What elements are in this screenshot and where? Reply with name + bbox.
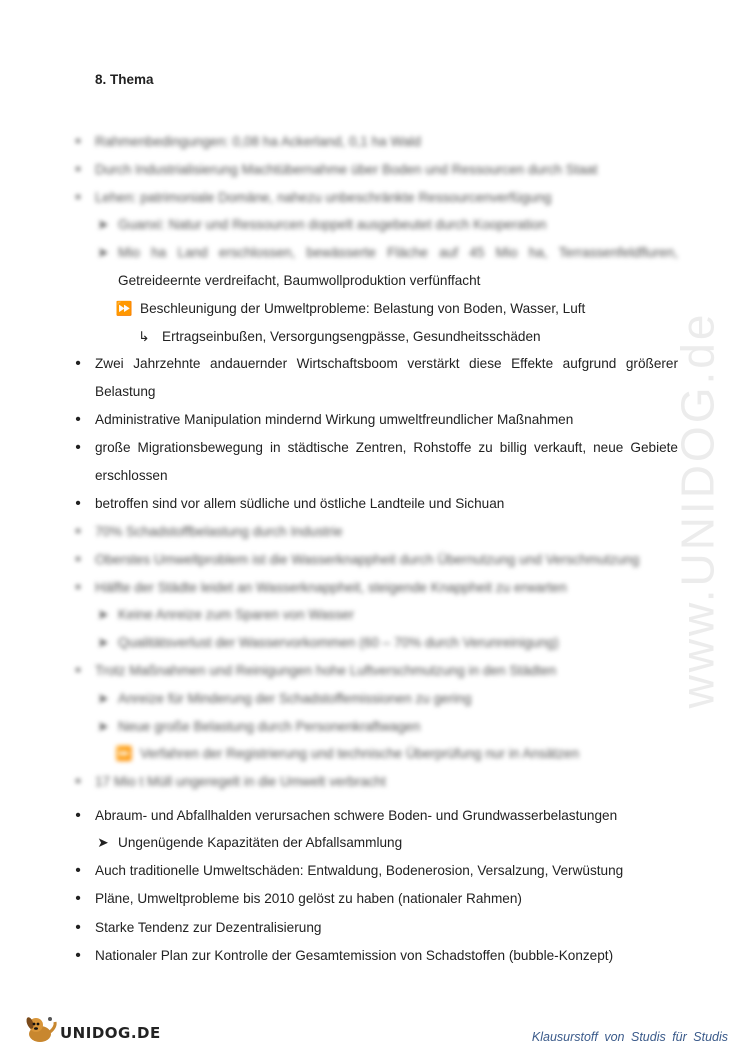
list-item: [0, 889, 750, 909]
bullet-marker: •: [75, 133, 81, 150]
list-item: [0, 160, 750, 180]
bullet-marker: •: [75, 189, 81, 206]
bullet-marker: ➤: [97, 691, 109, 706]
list-item: [0, 833, 750, 853]
list-item: [0, 689, 750, 709]
list-item: [0, 382, 750, 402]
bullet-marker: ➤: [97, 835, 109, 850]
list-item-text: Abraum- und Abfallhalden verursachen schwere Boden- und Grundwasserbelastungen: [95, 808, 618, 823]
list-item-text: Durch Industrialisierung Machtübernahme über Boden und Ressourcen durch Staat: [95, 162, 598, 177]
list-item-text: 70% Schadstoffbelastung durch Industrie: [95, 524, 343, 539]
list-item: [0, 806, 750, 826]
bullet-marker: •: [75, 890, 81, 907]
watermark: www.UNIDOG.de: [671, 311, 724, 709]
footer-tagline: Klausurstoff von Studis für Studis: [531, 1030, 728, 1044]
list-item: [0, 605, 750, 625]
bullet-marker: •: [75, 807, 81, 824]
bullet-marker: •: [75, 411, 81, 428]
bullet-marker: •: [75, 523, 81, 540]
list-item-text: Hälfte der Städte leidet an Wasserknappheit, steigende Knappheit zu erwarten: [95, 580, 567, 595]
list-item-text: Nationaler Plan zur Kontrolle der Gesamtemission von Schadstoffen (bubble-Konzept): [95, 948, 614, 963]
dog-mascot-icon: [22, 1013, 58, 1045]
list-item: [0, 299, 750, 319]
list-item-text: Starke Tendenz zur Dezentralisierung: [95, 920, 322, 935]
list-item-text: große Migrationsbewegung in städtische Zentren, Rohstoffe zu billig verkauft, neue Gebiete: [95, 440, 678, 455]
list-item-text: Keine Anreize zum Sparen von Wasser: [118, 607, 354, 622]
bullet-marker: ⏩: [115, 301, 133, 316]
section-heading: 8. Thema: [95, 72, 154, 87]
list-item-text: Lehen: patrimoniale Domäne, nahezu unbeschränkte Ressourcenverfügung: [95, 190, 552, 205]
bullet-marker: ➤: [97, 217, 109, 232]
list-item-text: Auch traditionelle Umweltschäden: Entwaldung, Bodenerosion, Versalzung, Verwüstung: [95, 863, 624, 878]
list-item-text: Ungenügende Kapazitäten der Abfallsammlung: [118, 835, 403, 850]
list-item: [0, 354, 750, 374]
bullet-marker: •: [75, 773, 81, 790]
bullet-marker: •: [75, 439, 81, 456]
list-item-text: Belastung: [95, 384, 156, 399]
footer-logo[interactable]: [22, 1013, 161, 1045]
list-item: [0, 215, 750, 235]
list-item-text: Ertragseinbußen, Versorgungsengpässe, Gesundheitsschäden: [162, 329, 541, 344]
list-item: [0, 410, 750, 430]
list-item: [0, 918, 750, 938]
bullet-marker: ➤: [97, 607, 109, 622]
list-item: [0, 946, 750, 966]
list-item-text: Getreideernte verdreifacht, Baumwollproduktion verfünffacht: [118, 273, 481, 288]
list-item: [0, 243, 750, 263]
bullet-marker: ➤: [97, 245, 109, 260]
list-item: [0, 550, 750, 570]
list-item: [0, 271, 750, 291]
list-item-text: Beschleunigung der Umweltprobleme: Belastung von Boden, Wasser, Luft: [140, 301, 586, 316]
list-item: [0, 661, 750, 681]
list-item-text: betroffen sind vor allem südliche und östliche Landteile und Sichuan: [95, 496, 505, 511]
list-item: [0, 132, 750, 152]
list-item: [0, 578, 750, 598]
bullet-marker: •: [75, 551, 81, 568]
bullet-marker: •: [75, 355, 81, 372]
list-item: [0, 744, 750, 764]
bullet-marker: •: [75, 161, 81, 178]
bullet-marker: •: [75, 662, 81, 679]
bullet-marker: •: [75, 495, 81, 512]
bullet-marker: ↳: [138, 329, 150, 344]
bullet-marker: ➤: [97, 635, 109, 650]
bullet-marker: ➤: [97, 719, 109, 734]
list-item: [0, 861, 750, 881]
list-item-text: erschlossen: [95, 468, 168, 483]
list-item: [0, 327, 750, 347]
list-item-text: Verfahren der Registrierung und technische Überprüfung nur in Ansätzen: [140, 746, 580, 761]
list-item-text: Neue große Belastung durch Personenkraftwagen: [118, 719, 421, 734]
bullet-marker: •: [75, 947, 81, 964]
logo-text: UNIDOG.DE: [60, 1024, 161, 1042]
list-item-text: Rahmenbedingungen: 0,08 ha Ackerland, 0,1 ha Wald: [95, 134, 421, 149]
list-item: [0, 522, 750, 542]
list-item: [0, 633, 750, 653]
bullet-marker: •: [75, 862, 81, 879]
bullet-marker: •: [75, 919, 81, 936]
list-item: [0, 188, 750, 208]
list-item-text: Guanxi: Natur und Ressourcen doppelt ausgebeutet durch Kooperation: [118, 217, 547, 232]
list-item-text: Oberstes Umweltproblem ist die Wasserknappheit durch Übernutzung und Verschmutzung: [95, 552, 640, 567]
list-item: [0, 717, 750, 737]
list-item: [0, 494, 750, 514]
bullet-marker: •: [75, 579, 81, 596]
list-item-text: 17 Mio t Müll ungeregelt in die Umwelt verbracht: [95, 774, 386, 789]
list-item: [0, 466, 750, 486]
list-item-text: Qualitätsverlust der Wasservorkommen (60 – 70% durch Verunreinigung): [118, 635, 559, 650]
list-item: [0, 438, 750, 458]
list-item-text: Mio ha Land erschlossen, bewässerte Fläche auf 45 Mio ha, Terrassenfeldfluren,: [118, 245, 678, 260]
list-item-text: Zwei Jahrzehnte andauernder Wirtschaftsboom verstärkt diese Effekte aufgrund größerer: [95, 356, 678, 371]
bullet-marker: ⏩: [115, 746, 133, 761]
list-item-text: Pläne, Umweltprobleme bis 2010 gelöst zu haben (nationaler Rahmen): [95, 891, 522, 906]
list-item: [0, 772, 750, 792]
list-item-text: Trotz Maßnahmen und Reinigungen hohe Luftverschmutzung in den Städten: [95, 663, 557, 678]
list-item-text: Administrative Manipulation mindernd Wirkung umweltfreundlicher Maßnahmen: [95, 412, 574, 427]
list-item-text: Anreize für Minderung der Schadstoffemissionen zu gering: [118, 691, 472, 706]
